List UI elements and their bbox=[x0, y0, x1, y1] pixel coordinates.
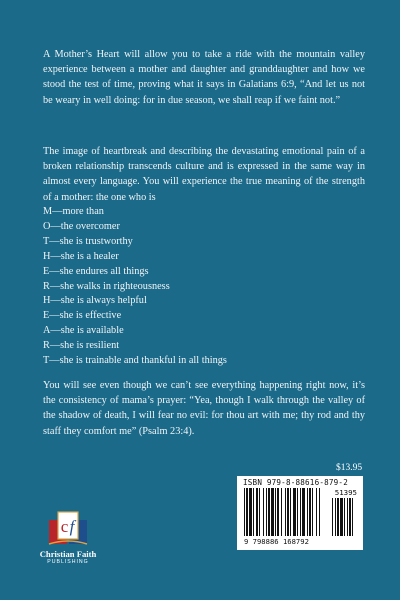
acrostic-line: H—she is a healer bbox=[43, 250, 119, 262]
barcode-bar bbox=[290, 488, 291, 536]
barcode-addon-bar bbox=[335, 498, 336, 536]
barcode-bar bbox=[266, 488, 267, 536]
publisher-subtitle: PUBLISHING bbox=[47, 559, 89, 565]
barcode-bar bbox=[277, 488, 279, 536]
barcode-bar bbox=[302, 488, 305, 536]
barcode-bar bbox=[281, 488, 282, 536]
barcode-bar bbox=[268, 488, 270, 536]
acrostic-line: E—she is effective bbox=[43, 310, 122, 322]
barcode-bar bbox=[300, 488, 301, 536]
acrostic-line: O—the overcomer bbox=[43, 220, 120, 232]
barcode-bar bbox=[263, 488, 264, 536]
barcode-bar bbox=[293, 488, 296, 536]
barcode-bar bbox=[246, 488, 248, 536]
barcode-bar bbox=[312, 488, 313, 536]
mother-acrostic-list bbox=[43, 205, 227, 369]
intro-paragraph: A Mother’s Heart will allow you to take a ride with the mountain valley experience between a mother and daughter and granddaughter and how we stood the test of time, proving what it says in Galatians 6:9, “And let us not be weary in well doing: for in due season, we shall reap if we faint not.” bbox=[43, 49, 365, 106]
barcode-bar bbox=[287, 488, 289, 536]
publisher-logo bbox=[33, 508, 103, 588]
barcode-bar bbox=[249, 488, 252, 536]
price-label: $13.95 bbox=[336, 463, 363, 473]
logo-c-letter: c bbox=[60, 517, 69, 536]
barcode-bar bbox=[316, 488, 317, 536]
closing-paragraph: You will see even though we can’t see everything happening right now, it’s the consistency of mama’s prayer: “Yea, though I walk through the valley of the shadow of death, I will fear no evil: for thou art with me; thy rod and thy staff they comfort me” (Psalm 23:4). bbox=[43, 380, 365, 437]
isbn-barcode bbox=[237, 476, 363, 550]
christian-faith-logo-icon bbox=[46, 508, 90, 548]
barcode-bar bbox=[253, 488, 254, 536]
acrostic-line: A—she is available bbox=[43, 325, 124, 337]
barcode-addon-bar bbox=[352, 498, 353, 536]
barcode-bar bbox=[244, 488, 245, 536]
barcode-bar bbox=[309, 488, 311, 536]
barcode-addon-bar bbox=[332, 498, 333, 536]
barcode-addon-bar bbox=[349, 498, 351, 536]
publisher-name: Christian Faith bbox=[39, 549, 97, 559]
acrostic-line: T—she is trainable and thankful in all things bbox=[43, 355, 227, 367]
acrostic-line: H—she is always helpful bbox=[43, 295, 147, 307]
acrostic-line: T—she is trustworthy bbox=[43, 235, 133, 247]
barcode-number: 9 798886 168792 bbox=[244, 537, 309, 546]
acrostic-line: E—she endures all things bbox=[43, 265, 149, 277]
barcode-bar bbox=[256, 488, 258, 536]
acrostic-line: M—more than bbox=[43, 206, 104, 217]
barcode-bar bbox=[297, 488, 298, 536]
acrostic-line: R—she is resilient bbox=[43, 340, 120, 352]
barcode-addon-bar bbox=[347, 498, 348, 536]
barcode-bar bbox=[271, 488, 274, 536]
barcode-bar bbox=[259, 488, 260, 536]
barcode-addon-bar bbox=[344, 498, 345, 536]
acrostic-line: R—she walks in righteousness bbox=[43, 280, 170, 292]
barcode-addon-bar bbox=[340, 498, 343, 536]
barcode-addon-number: 51395 bbox=[334, 488, 357, 497]
isbn-label: ISBN 979-8-88616-879-2 bbox=[243, 478, 348, 487]
logo-f-letter: f bbox=[69, 517, 75, 536]
barcode-addon-bar bbox=[337, 498, 339, 536]
heartbreak-paragraph: The image of heartbreak and describing the devastating emotional pain of a broken relationship transcends culture and is expressed in the same way in almost every language. You will experience the true meaning of the strength of a mother: the one who is bbox=[43, 146, 365, 203]
barcode-bar bbox=[275, 488, 276, 536]
barcode-bar bbox=[307, 488, 308, 536]
barcode-bar bbox=[285, 488, 286, 536]
barcode-bar bbox=[319, 488, 320, 536]
